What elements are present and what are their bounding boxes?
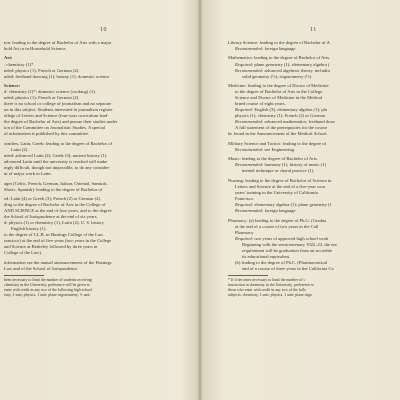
text-line: Required: plane geometry (1); elementary algebra (: [235, 61, 330, 67]
text-line: d: chemistry (1)*; domestic science (cooking) (1).: [4, 89, 96, 95]
left-page-number: 10: [100, 27, 107, 33]
text-line: there is no school or college of journalism and no separate: [4, 101, 112, 107]
footnote-line: instruction in chemistry in the University, preference w: [228, 283, 314, 288]
text-line: d: physics (1) or chemistry (1); Latin (2); U. S. history: [4, 220, 105, 226]
text-line: Pharmacy.: [235, 229, 255, 235]
requirement-label: Required:: [235, 61, 254, 67]
text-line: end of a course of three years in the California Co: [242, 265, 334, 271]
text-line: Slavic, Spanish): leading to the degree of Bachelor of: [4, 186, 103, 192]
text-line: ingly difficult, though not impossible, to do any consider-: [4, 165, 110, 171]
text-line: ding to the degree of Bachelor of Arts in the College of: [4, 202, 106, 208]
right-page-number: 11: [310, 27, 317, 33]
text-line: physics (1); chemistry (1); French (2) or German: [235, 113, 325, 119]
text-line: Military Science and Tactics: leading to the degree of: [228, 140, 327, 146]
text-line: solid geometry (½); trigonometry (½).: [242, 73, 313, 79]
requirement-label: Required:: [235, 202, 254, 208]
text-line: Beginning with the semicentenary 1922–23, the ent: [242, 241, 337, 247]
text-line: on in this subject. Students interested in journalism register: [4, 107, 113, 113]
text-line: Required: two years of approved high school work: [235, 235, 329, 241]
footnote-line: chemistry in the University, preference will be given to: [4, 283, 90, 288]
text-line: of information is published by this committee.: [4, 131, 90, 137]
requirement-label: Recommended:: [235, 146, 264, 152]
text-line: English history (1).: [11, 226, 47, 232]
footnote-line: enter with credit in any two of the following high school: [4, 288, 92, 293]
requirement-label: Required:: [235, 107, 254, 113]
text-line: requirement will be graduation from an accredite: [242, 247, 333, 253]
footnote-rule: [228, 275, 268, 276]
footnote-line: been necessary to limit the number of students receiving: [4, 277, 92, 282]
text-line: nt of major work in Latin.: [4, 171, 52, 177]
text-line: (b) leading to the degree of Ph.C. (Pharmaceutical: [235, 259, 328, 265]
text-line: Science:: [4, 83, 21, 89]
text-line: College of the Law).: [4, 250, 43, 256]
text-line: ed: Latin (4) or Greek (3); French (2) or German (2).: [4, 196, 102, 202]
text-line: the School of Jurisprudence at the end of six years.: [4, 214, 98, 220]
requirement-label: Recommended:: [235, 46, 264, 52]
text-line: information see the annual announcements of the Hastings: [4, 259, 112, 265]
text-line: Pharmacy: (a) leading to the degree of Ph.G. (Gradua: [228, 217, 327, 223]
left-page: [0, 0, 196, 400]
text-line: A full statement of the prerequisites for the course: [235, 125, 328, 131]
text-line: AND SCIENCE at the end of four years, and to the degree: [4, 208, 112, 214]
text-line: Required: elementary algebra (1); plane geometry (1: [235, 202, 332, 208]
text-line: be found in the Announcement of the Medical School.: [228, 131, 328, 137]
text-line: advanced Latin until the university is reached will make: [4, 159, 108, 165]
text-line: mental technique or choral practice (1).: [242, 168, 315, 174]
text-line: nded: physics (1); French or German (2).: [4, 67, 80, 73]
footnote-line: * If it becomes necessary to limit the number of s: [228, 277, 305, 282]
footnote-line: subjects: chemistry, 1 unit; physics, 1 unit; plane trigo: [228, 293, 313, 298]
text-line: Law and of the School of Jurisprudence.: [4, 265, 79, 271]
text-line: ion: leading to the degree of Bachelor of Arts with a major: [4, 40, 112, 45]
text-line: : chemistry (1)*.: [4, 61, 35, 67]
text-line: Science and Doctor of Medicine in the Medical: [235, 95, 323, 101]
text-line: years' training in the University of California: [235, 189, 318, 195]
requirement-label: Recommended:: [235, 67, 264, 73]
requirement-label: Recommended:: [235, 162, 264, 168]
book-gutter: [197, 0, 203, 400]
text-line: Francisco.: [235, 196, 255, 202]
text-line: Required: English (3); elementary algebra (1); pla: [235, 107, 327, 113]
text-line: and Science at Berkeley followed by three years in: [4, 244, 98, 250]
text-line: Recommended: foreign language.: [235, 46, 297, 52]
text-line: Recommended: advanced mathematics; freehand draw: [235, 119, 336, 125]
text-line: Art:: [4, 55, 13, 61]
requirement-label: Recommended:: [235, 208, 264, 214]
text-line: at the end of a course of two years in the Call: [235, 223, 319, 229]
text-line: Nursing: leading to the degree of Bachelor of Science in: [228, 177, 332, 183]
text-line: to the degree of LL.B. in Hastings College of the Law: [4, 232, 104, 238]
text-line: Latin (2).: [11, 146, 29, 152]
text-line: Recommended: see Engineering.: [235, 146, 296, 152]
footnote-line: istry, 1 unit; physics, 1 unit; plane trigonometry, ½ unit.: [4, 293, 91, 298]
left-page-text: [4, 40, 192, 298]
text-line: hold Art or in Household Science.: [4, 46, 67, 52]
requirement-label: Required:: [235, 235, 254, 241]
text-line: Mathematics: leading to the degree of Bachelor of Arts.: [228, 55, 331, 61]
text-line: ranches, Latin, Greek: leading to the degree of Bachelor of: [4, 140, 113, 146]
text-line: nded: advanced Latin (2); Greek (3); ancient history (1).: [4, 152, 108, 158]
text-line: bined course of eight years.: [235, 101, 286, 107]
text-line: Library Science: leading to the degree of Bachelor of A: [228, 40, 330, 45]
text-line: its educational equivalent.: [242, 253, 291, 259]
text-line: the degree of Bachelor of Arts) and pursue their studies under: [4, 119, 118, 125]
text-line: Recommended: advanced algebraic theory, includin: [235, 67, 330, 73]
text-line: ion of the Committee on Journalistic Studies. A special: [4, 125, 105, 131]
footnote-line: those who enter with credit in any two of the follo: [228, 288, 307, 293]
text-line: to the degree of Bachelor of Arts in the College: [235, 89, 323, 95]
text-line: Recommended: foreign language.: [235, 208, 297, 214]
text-line: rancisco) at the end of five years (two years in the College: [4, 238, 112, 244]
text-line: Letters and Science at the end of a five-year cour: [235, 183, 326, 189]
text-line: ollege of Letters and Science (four-year curriculum lead-: [4, 113, 109, 119]
text-line: Recommended: harmony (1); history of music (1): [235, 162, 327, 168]
text-line: nded: physics (1); French or German (2).: [4, 95, 80, 101]
right-page-text: [228, 40, 396, 298]
requirement-label: Recommended:: [235, 119, 264, 125]
right-page: [204, 0, 400, 400]
footnote-rule: [4, 275, 44, 276]
text-line: Medicine: leading to the degree of Doctor of Medicine: [228, 83, 329, 89]
text-line: nded: freehand drawing (1); botany (1); domestic science: [4, 73, 110, 79]
text-line: ages (Celtic, French, German, Italian, Oriental, Sanskrit,: [4, 180, 108, 186]
text-line: Music: leading to the degree of Bachelor of Arts.: [228, 156, 318, 162]
